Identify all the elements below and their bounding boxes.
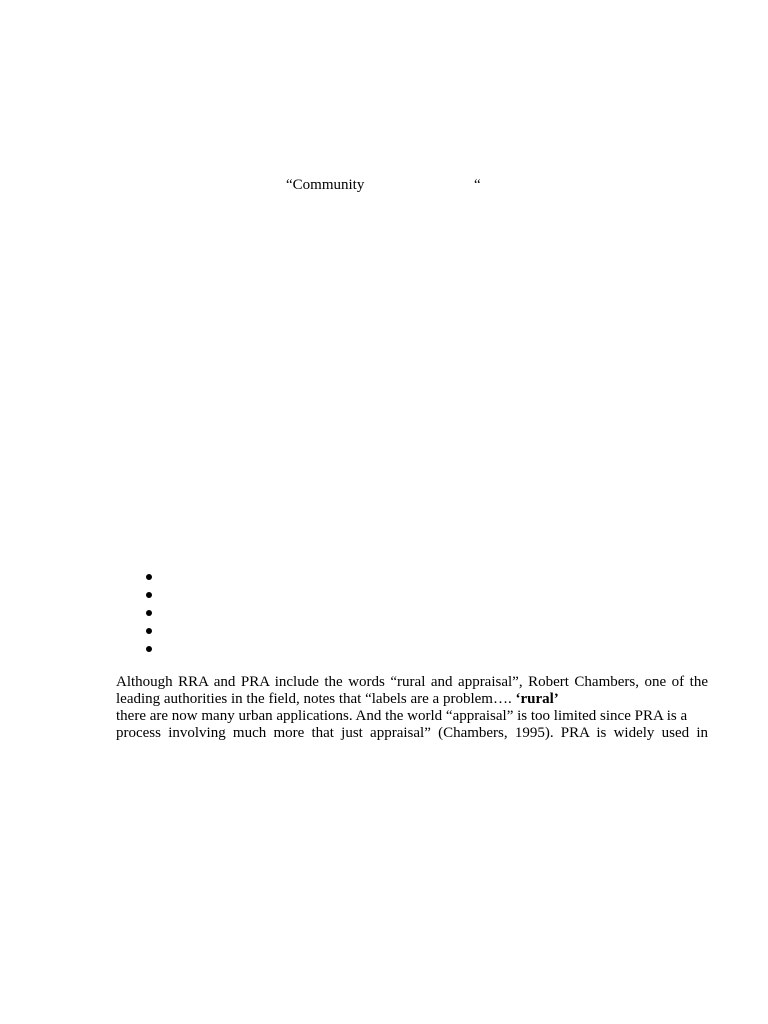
paragraph-line-3: there are now many urban applications. And the world “appraisal” is too limited since PRA is a	[116, 708, 688, 724]
bullet-icon	[146, 574, 152, 580]
bullet-item-3	[146, 605, 154, 623]
paragraph-line-1: Although RRA and PRA include the words “rural and appraisal”, Robert Chambers, one of the	[116, 674, 708, 690]
bullet-item-1	[146, 569, 154, 587]
body-paragraph	[116, 674, 708, 742]
bullet-icon	[146, 592, 152, 598]
heading-fragment-quote: “	[474, 177, 481, 193]
bullet-icon	[146, 646, 152, 652]
bullet-list	[146, 569, 154, 659]
bullet-item-5	[146, 641, 154, 659]
paragraph-line-4: process involving much more that just appraisal” (Chambers, 1995). PRA is widely used in	[116, 725, 708, 741]
paragraph-line-2-bold: ‘rural’	[515, 691, 559, 707]
bullet-icon	[146, 628, 152, 634]
bullet-item-4	[146, 623, 154, 641]
heading-fragment-community: “Community	[286, 177, 365, 193]
bullet-item-2	[146, 587, 154, 605]
paragraph-line-2	[116, 691, 708, 708]
bullet-icon	[146, 610, 152, 616]
paragraph-line-2-text: leading authorities in the field, notes that “labels are a problem….	[116, 691, 512, 707]
